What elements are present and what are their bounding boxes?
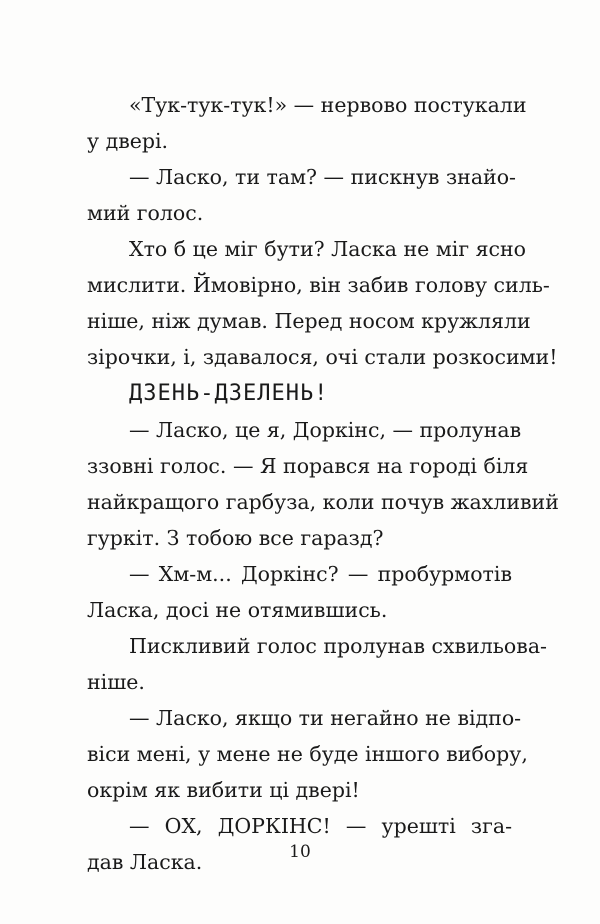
sound-effect-heading: ДЗЕНЬ-ДЗЕЛЕНЬ! bbox=[129, 381, 329, 406]
paragraph-line: окрім як вибити ці двері! bbox=[87, 778, 360, 802]
paragraph-line: «Тук-тук-тук!» — нервово постукали bbox=[129, 93, 527, 117]
paragraph-line: ніше, ніж думав. Перед носом кружляли bbox=[87, 309, 531, 333]
paragraph-line: ніше. bbox=[87, 670, 145, 694]
paragraph-line: гуркіт. З тобою все гаразд? bbox=[87, 526, 384, 550]
paragraph-line: дав Ласка. bbox=[87, 850, 203, 874]
paragraph-line: мислити. Ймовірно, він забив голову силь- bbox=[87, 273, 550, 297]
paragraph-line: — Ласко, ти там? — пискнув знайо- bbox=[129, 165, 516, 189]
paragraph-line: — Ласко, це я, Доркінс, — пролунав bbox=[129, 418, 522, 442]
paragraph-line: — ОХ, ДОРКІНС! — урешті зга- bbox=[129, 814, 512, 838]
paragraph-line: найкращого гарбуза, коли почув жахливий bbox=[87, 490, 559, 514]
paragraph-line: Пискливий голос пролунав схвильова- bbox=[129, 634, 547, 658]
paragraph-line: зірочки, і, здавалося, очі стали розкосими! bbox=[87, 345, 558, 369]
page-number: 10 bbox=[289, 842, 311, 862]
paragraph-line: Хто б це міг бути? Ласка не міг ясно bbox=[129, 237, 527, 261]
paragraph-line: ззовні голос. — Я порався на городі біля bbox=[87, 454, 529, 478]
paragraph-line: — Хм-м... Доркінс? — пробурмотів bbox=[129, 562, 512, 586]
paragraph-line: у двері. bbox=[87, 129, 169, 153]
paragraph-line: віси мені, у мене не буде іншого вибору, bbox=[87, 742, 528, 766]
paragraph-line: — Ласко, якщо ти негайно не відпо- bbox=[129, 706, 522, 730]
paragraph-line: мий голос. bbox=[87, 201, 204, 225]
paragraph-line: Ласка, досі не отямившись. bbox=[87, 598, 388, 622]
